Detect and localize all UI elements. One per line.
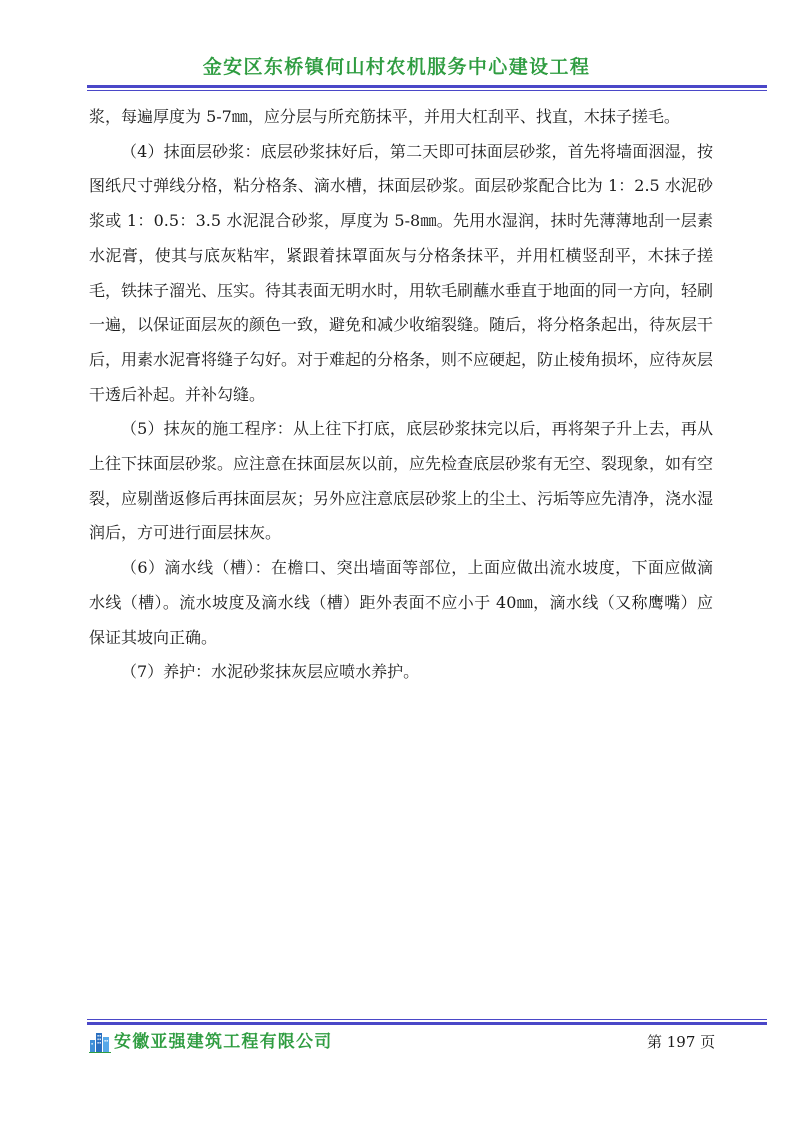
footer-rule-thick: [87, 1022, 767, 1025]
paragraph-5: （5）抹灰的施工程序：从上往下打底，底层砂浆抹完以后，再将架子升上去，再从上往下抹面层砂浆。应注意在抹面层灰以前，应先检查底层砂浆有无空、裂现象，如有空裂，应剔凿返修后再抹面层灰；另外应注意底层砂浆上的尘土、污垢等应先清净，浇水湿润后，方可进行面层抹灰。: [89, 419, 714, 543]
header-rule-thin: [87, 90, 767, 91]
paragraph-continuation: 浆，每遍厚度为 5-7㎜，应分层与所充筋抹平，并用大杠刮平、找直，木抹子搓毛。: [89, 107, 680, 126]
paragraph-7: （7）养护：水泥砂浆抹灰层应喷水养护。: [121, 662, 420, 682]
paragraph-6: （6）滴水线（槽）：在檐口、突出墙面等部位，上面应做出流水坡度，下面应做滴水线（槽）。流水坡度及滴水线（槽）距外表面不应小于 40㎜，滴水线（又称鹰嘴）应保证其坡向正确。: [89, 558, 713, 647]
page-header-title: 金安区东桥镇何山村农机服务中心建设工程: [202, 56, 591, 78]
paragraph-4: （4）抹面层砂浆：底层砂浆抹好后，第二天即可抹面层砂浆，首先将墙面洇湿，按图纸尺寸弹线分格，粘分格条、滴水槽，抹面层砂浆。面层砂浆配合比为 1：2.5 水泥砂浆或 1：0.5：3.5 水泥混合砂浆，厚度为 5-8㎜。先用水湿润，抹时先薄薄地刮一层素水泥膏，使其与底灰粘牢，紧跟着抹罩面灰与分格条抹平，并用杠横竖刮平，木抹子搓毛，铁抹子溜光、压实。待其表面无明水时，用软毛刷蘸水垂直于地面的同一方向，轻刷一遍，以保证面层灰的颜色一致，避免和减少收缩裂缝。随后，将分格条起出，待灰层干后，用素水泥膏将缝子勾好。对于难起的分格条，则不应硬起，防止棱角损坏，应待灰层干透后补起。并补勾缝。: [89, 141, 714, 404]
footer-rule-thin: [87, 1019, 767, 1020]
page-number: 第 197 页: [647, 1033, 716, 1051]
header-rule-thick: [87, 85, 767, 88]
building-logo-icon: [89, 1031, 111, 1053]
document-body: [89, 100, 713, 690]
footer-company-name: 安徽亚强建筑工程有限公司: [114, 1032, 333, 1052]
